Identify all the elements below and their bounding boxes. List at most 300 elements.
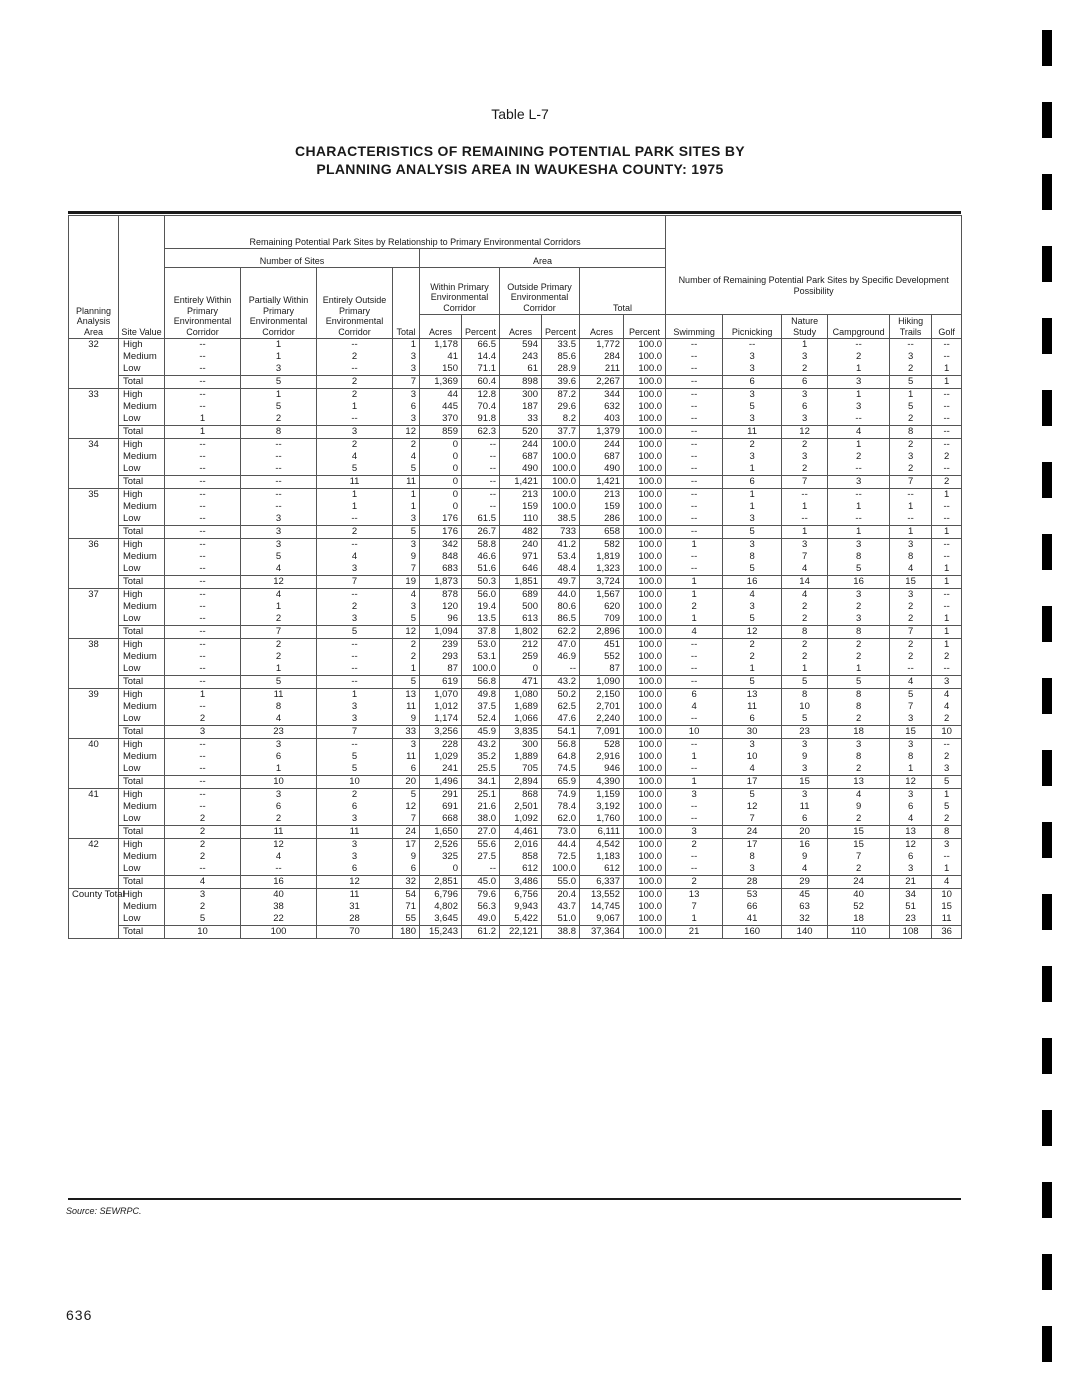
data-cell: 3 bbox=[317, 701, 393, 713]
planning-area-cell: 41 bbox=[69, 789, 119, 802]
data-cell: 71.1 bbox=[462, 363, 500, 376]
data-cell: 28.9 bbox=[542, 363, 580, 376]
data-cell: 10 bbox=[932, 726, 962, 739]
table-row bbox=[69, 789, 962, 802]
data-cell: 100.0 bbox=[624, 363, 666, 376]
data-cell: 78.4 bbox=[542, 801, 580, 813]
data-cell: -- bbox=[828, 413, 890, 426]
data-cell: 3 bbox=[782, 413, 828, 426]
data-cell: -- bbox=[890, 489, 932, 502]
data-cell: 36 bbox=[932, 926, 962, 939]
header-development-group: Number of Remaining Potential Park Sites by Specific Development Possibility bbox=[666, 216, 962, 315]
data-cell: 2 bbox=[666, 601, 723, 613]
data-cell: 1 bbox=[932, 639, 962, 652]
data-cell: 100.0 bbox=[542, 463, 580, 476]
data-cell: 0 bbox=[420, 476, 462, 489]
data-cell: -- bbox=[890, 513, 932, 526]
data-cell: -- bbox=[241, 863, 317, 876]
data-cell: 500 bbox=[500, 601, 542, 613]
data-cell: 6 bbox=[317, 863, 393, 876]
data-cell: -- bbox=[165, 551, 241, 563]
data-cell: 1 bbox=[828, 526, 890, 539]
data-cell: 100.0 bbox=[624, 576, 666, 589]
data-cell: 3 bbox=[393, 513, 420, 526]
data-cell: 9 bbox=[782, 751, 828, 763]
data-cell: 2 bbox=[932, 451, 962, 463]
data-cell: 33.5 bbox=[542, 339, 580, 352]
data-cell: 1 bbox=[782, 339, 828, 352]
data-cell: 1,760 bbox=[580, 813, 624, 826]
data-cell: 858 bbox=[500, 851, 542, 863]
margin-tick-mark bbox=[1042, 678, 1052, 714]
margin-tick-mark bbox=[1042, 462, 1052, 498]
planning-area-cell: 39 bbox=[69, 689, 119, 702]
data-cell: 3 bbox=[165, 889, 241, 902]
table-row bbox=[69, 851, 962, 863]
data-cell: 6 bbox=[241, 801, 317, 813]
data-cell: -- bbox=[317, 589, 393, 602]
planning-area-cell bbox=[69, 913, 119, 926]
data-cell: -- bbox=[165, 439, 241, 452]
data-cell: 7 bbox=[393, 563, 420, 576]
data-cell: 1 bbox=[723, 489, 782, 502]
data-cell: -- bbox=[666, 563, 723, 576]
data-cell: 14.4 bbox=[462, 351, 500, 363]
data-cell: 2 bbox=[932, 651, 962, 663]
data-cell: 1 bbox=[723, 463, 782, 476]
data-cell: 100.0 bbox=[624, 801, 666, 813]
data-cell: 80.6 bbox=[542, 601, 580, 613]
data-cell: 73.0 bbox=[542, 826, 580, 839]
data-cell: 51.6 bbox=[462, 563, 500, 576]
data-cell: 7 bbox=[723, 813, 782, 826]
data-cell: 10 bbox=[782, 701, 828, 713]
margin-tick-mark bbox=[1042, 1254, 1052, 1290]
table-row bbox=[69, 639, 962, 652]
table-body bbox=[69, 339, 962, 939]
data-cell: 451 bbox=[580, 639, 624, 652]
data-cell: 2 bbox=[890, 363, 932, 376]
data-cell: -- bbox=[932, 589, 962, 602]
data-cell: 47.0 bbox=[542, 639, 580, 652]
data-cell: 3 bbox=[723, 351, 782, 363]
data-cell: 43.2 bbox=[462, 739, 500, 752]
data-cell: 2 bbox=[165, 713, 241, 726]
data-cell: 19.4 bbox=[462, 601, 500, 613]
data-cell: 1 bbox=[932, 789, 962, 802]
data-cell: 8 bbox=[932, 826, 962, 839]
data-cell: 13 bbox=[890, 826, 932, 839]
data-cell: 34.1 bbox=[462, 776, 500, 789]
data-cell: 28 bbox=[723, 876, 782, 889]
data-cell: 582 bbox=[580, 539, 624, 552]
data-cell: 12 bbox=[317, 876, 393, 889]
data-cell: 45 bbox=[782, 889, 828, 902]
data-cell: 0 bbox=[420, 489, 462, 502]
data-cell: 3 bbox=[723, 389, 782, 402]
data-cell: 100.0 bbox=[624, 376, 666, 389]
data-cell: 7 bbox=[241, 626, 317, 639]
data-cell: 4 bbox=[393, 451, 420, 463]
data-cell: 2 bbox=[393, 639, 420, 652]
data-cell: 100.0 bbox=[624, 589, 666, 602]
data-cell: 2,150 bbox=[580, 689, 624, 702]
data-cell: 2 bbox=[890, 601, 932, 613]
data-cell: -- bbox=[165, 539, 241, 552]
data-cell: -- bbox=[666, 801, 723, 813]
data-cell: 64.8 bbox=[542, 751, 580, 763]
data-cell: 44.4 bbox=[542, 839, 580, 852]
site-value-cell: Medium bbox=[119, 801, 165, 813]
planning-area-cell bbox=[69, 726, 119, 739]
site-value-cell: Total bbox=[119, 926, 165, 939]
header-partially-within: Partially Within Primary Environmental Corridor bbox=[241, 268, 317, 339]
data-cell: 5 bbox=[723, 563, 782, 576]
data-cell: 620 bbox=[580, 601, 624, 613]
data-cell: 3,835 bbox=[500, 726, 542, 739]
data-cell: -- bbox=[666, 463, 723, 476]
data-cell: 100.0 bbox=[624, 389, 666, 402]
data-cell: -- bbox=[666, 863, 723, 876]
data-cell: 32 bbox=[393, 876, 420, 889]
data-cell: 7 bbox=[890, 701, 932, 713]
data-cell: 2 bbox=[890, 613, 932, 626]
site-value-cell: Total bbox=[119, 426, 165, 439]
data-cell: 11 bbox=[393, 751, 420, 763]
data-cell: 3 bbox=[828, 539, 890, 552]
data-cell: -- bbox=[666, 501, 723, 513]
planning-area-cell bbox=[69, 513, 119, 526]
site-value-cell: High bbox=[119, 639, 165, 652]
data-cell: -- bbox=[165, 676, 241, 689]
site-value-cell: High bbox=[119, 389, 165, 402]
data-cell: 100.0 bbox=[624, 713, 666, 726]
data-cell: 100.0 bbox=[542, 451, 580, 463]
planning-area-cell: 37 bbox=[69, 589, 119, 602]
data-cell: 5 bbox=[782, 676, 828, 689]
data-cell: 17 bbox=[723, 839, 782, 852]
data-cell: 23 bbox=[890, 913, 932, 926]
data-cell: 33 bbox=[500, 413, 542, 426]
data-cell: 2 bbox=[782, 363, 828, 376]
data-cell: -- bbox=[666, 363, 723, 376]
data-cell: -- bbox=[782, 489, 828, 502]
data-cell: 7,091 bbox=[580, 726, 624, 739]
data-cell: 1,567 bbox=[580, 589, 624, 602]
data-cell: 5 bbox=[165, 913, 241, 926]
data-cell: 15 bbox=[890, 576, 932, 589]
data-cell: 284 bbox=[580, 351, 624, 363]
data-cell: 58.8 bbox=[462, 539, 500, 552]
data-cell: 528 bbox=[580, 739, 624, 752]
data-cell: 2 bbox=[317, 439, 393, 452]
data-cell: 34 bbox=[890, 889, 932, 902]
data-cell: 12 bbox=[782, 426, 828, 439]
data-cell: 100.0 bbox=[624, 613, 666, 626]
page-number: 636 bbox=[66, 1307, 93, 1323]
margin-tick-mark bbox=[1042, 1038, 1052, 1074]
data-cell: 9 bbox=[782, 851, 828, 863]
planning-area-cell bbox=[69, 526, 119, 539]
data-cell: 2,894 bbox=[500, 776, 542, 789]
data-cell: 370 bbox=[420, 413, 462, 426]
data-cell: 1 bbox=[890, 389, 932, 402]
data-cell: 3 bbox=[317, 839, 393, 852]
data-cell: 3 bbox=[932, 676, 962, 689]
data-cell: 5 bbox=[828, 563, 890, 576]
data-cell: -- bbox=[932, 401, 962, 413]
data-cell: -- bbox=[666, 376, 723, 389]
data-cell: 2 bbox=[165, 826, 241, 839]
data-cell: 13 bbox=[666, 889, 723, 902]
data-cell: 21 bbox=[666, 926, 723, 939]
data-cell: 4 bbox=[932, 701, 962, 713]
data-cell: 1,066 bbox=[500, 713, 542, 726]
table-row bbox=[69, 876, 962, 889]
data-cell: 38 bbox=[241, 901, 317, 913]
data-cell: 2 bbox=[828, 651, 890, 663]
data-cell: 5,422 bbox=[500, 913, 542, 926]
data-cell: 24 bbox=[393, 826, 420, 839]
data-cell: 6,796 bbox=[420, 889, 462, 902]
site-value-cell: Total bbox=[119, 576, 165, 589]
data-cell: 12 bbox=[393, 801, 420, 813]
data-cell: 3 bbox=[782, 739, 828, 752]
data-cell: 100.0 bbox=[624, 751, 666, 763]
data-cell: 1 bbox=[317, 489, 393, 502]
data-cell: 1,070 bbox=[420, 689, 462, 702]
data-cell: 240 bbox=[500, 539, 542, 552]
data-cell: 187 bbox=[500, 401, 542, 413]
data-cell: 868 bbox=[500, 789, 542, 802]
data-cell: -- bbox=[165, 639, 241, 652]
data-cell: 11 bbox=[393, 701, 420, 713]
data-cell: 3 bbox=[317, 613, 393, 626]
data-cell: -- bbox=[241, 439, 317, 452]
data-cell: -- bbox=[317, 676, 393, 689]
header-percent: Percent bbox=[462, 315, 500, 339]
planning-area-cell bbox=[69, 776, 119, 789]
data-cell: 5 bbox=[890, 401, 932, 413]
data-cell: 2 bbox=[666, 876, 723, 889]
site-value-cell: High bbox=[119, 889, 165, 902]
data-cell: -- bbox=[165, 376, 241, 389]
data-cell: 1,178 bbox=[420, 339, 462, 352]
data-cell: 1 bbox=[828, 363, 890, 376]
data-cell: 3 bbox=[393, 601, 420, 613]
data-cell: 3 bbox=[890, 789, 932, 802]
data-cell: 51 bbox=[890, 901, 932, 913]
data-cell: 11 bbox=[317, 476, 393, 489]
data-cell: 5 bbox=[723, 676, 782, 689]
data-cell: -- bbox=[666, 851, 723, 863]
data-cell: 859 bbox=[420, 426, 462, 439]
data-cell: 28 bbox=[317, 913, 393, 926]
data-cell: 1,323 bbox=[580, 563, 624, 576]
data-cell: 0 bbox=[500, 663, 542, 676]
data-cell: 62.5 bbox=[542, 701, 580, 713]
site-value-cell: Total bbox=[119, 626, 165, 639]
data-cell: 0 bbox=[420, 463, 462, 476]
data-cell: 100.0 bbox=[624, 676, 666, 689]
planning-area-cell bbox=[69, 451, 119, 463]
table-row bbox=[69, 526, 962, 539]
data-cell: 11 bbox=[723, 701, 782, 713]
data-cell: 1 bbox=[666, 751, 723, 763]
data-cell: 20 bbox=[393, 776, 420, 789]
data-cell: 3 bbox=[890, 739, 932, 752]
data-cell: -- bbox=[241, 501, 317, 513]
data-cell: 5 bbox=[241, 401, 317, 413]
data-cell: -- bbox=[462, 439, 500, 452]
planning-area-cell bbox=[69, 851, 119, 863]
data-cell: 11 bbox=[317, 826, 393, 839]
data-cell: 22,121 bbox=[500, 926, 542, 939]
data-cell: 211 bbox=[580, 363, 624, 376]
data-cell: 5 bbox=[723, 401, 782, 413]
data-cell: 61.5 bbox=[462, 513, 500, 526]
data-cell: 55.6 bbox=[462, 839, 500, 852]
data-cell: 3 bbox=[890, 351, 932, 363]
data-cell: 1,029 bbox=[420, 751, 462, 763]
data-cell: 3 bbox=[723, 513, 782, 526]
data-cell: 1 bbox=[932, 526, 962, 539]
planning-area-cell bbox=[69, 401, 119, 413]
data-cell: 9 bbox=[393, 551, 420, 563]
data-cell: -- bbox=[165, 776, 241, 789]
table-row bbox=[69, 889, 962, 902]
data-cell: 4,802 bbox=[420, 901, 462, 913]
data-cell: 12 bbox=[393, 426, 420, 439]
data-cell: -- bbox=[317, 339, 393, 352]
data-cell: 5 bbox=[241, 676, 317, 689]
data-cell: 300 bbox=[500, 389, 542, 402]
site-value-cell: High bbox=[119, 739, 165, 752]
data-cell: 2 bbox=[241, 413, 317, 426]
data-cell: 100.0 bbox=[624, 401, 666, 413]
planning-area-cell bbox=[69, 613, 119, 626]
data-cell: 709 bbox=[580, 613, 624, 626]
data-cell: -- bbox=[165, 363, 241, 376]
data-cell: 2,016 bbox=[500, 839, 542, 852]
data-cell: 40 bbox=[241, 889, 317, 902]
data-cell: 1,889 bbox=[500, 751, 542, 763]
site-value-cell: Low bbox=[119, 663, 165, 676]
table-row bbox=[69, 389, 962, 402]
data-cell: 2 bbox=[932, 476, 962, 489]
data-cell: -- bbox=[932, 513, 962, 526]
data-cell: 1 bbox=[241, 763, 317, 776]
data-cell: -- bbox=[932, 539, 962, 552]
data-cell: -- bbox=[666, 513, 723, 526]
data-cell: 552 bbox=[580, 651, 624, 663]
data-cell: 3,192 bbox=[580, 801, 624, 813]
data-cell: 2 bbox=[828, 601, 890, 613]
table-row bbox=[69, 751, 962, 763]
margin-tick-mark bbox=[1042, 966, 1052, 1002]
data-cell: 3 bbox=[782, 539, 828, 552]
data-cell: 7 bbox=[317, 576, 393, 589]
data-cell: 4 bbox=[165, 876, 241, 889]
data-cell: 66 bbox=[723, 901, 782, 913]
data-cell: 7 bbox=[890, 626, 932, 639]
data-cell: -- bbox=[666, 676, 723, 689]
data-cell: 2 bbox=[165, 813, 241, 826]
data-cell: 53.0 bbox=[462, 639, 500, 652]
data-cell: 2 bbox=[890, 463, 932, 476]
table-row bbox=[69, 476, 962, 489]
data-cell: 0 bbox=[420, 501, 462, 513]
data-cell: -- bbox=[165, 576, 241, 589]
data-cell: 1,183 bbox=[580, 851, 624, 863]
data-cell: 38.0 bbox=[462, 813, 500, 826]
data-cell: 50.2 bbox=[542, 689, 580, 702]
data-cell: 6 bbox=[666, 689, 723, 702]
data-cell: -- bbox=[932, 601, 962, 613]
data-cell: 100.0 bbox=[624, 813, 666, 826]
data-cell: -- bbox=[666, 413, 723, 426]
data-cell: 8 bbox=[782, 626, 828, 639]
data-cell: 4 bbox=[723, 763, 782, 776]
data-cell: 25.1 bbox=[462, 789, 500, 802]
data-cell: 3 bbox=[241, 363, 317, 376]
data-cell: 12 bbox=[890, 839, 932, 852]
data-cell: -- bbox=[828, 339, 890, 352]
data-cell: -- bbox=[828, 513, 890, 526]
data-cell: 100.0 bbox=[624, 739, 666, 752]
data-cell: 4 bbox=[241, 713, 317, 726]
data-cell: -- bbox=[666, 389, 723, 402]
data-cell: 683 bbox=[420, 563, 462, 576]
data-cell: 2,526 bbox=[420, 839, 462, 852]
data-cell: 46.6 bbox=[462, 551, 500, 563]
data-cell: 1 bbox=[317, 689, 393, 702]
data-cell: 1 bbox=[317, 501, 393, 513]
data-cell: 687 bbox=[580, 451, 624, 463]
data-cell: 4 bbox=[241, 563, 317, 576]
data-cell: 342 bbox=[420, 539, 462, 552]
data-cell: 7 bbox=[393, 376, 420, 389]
data-cell: -- bbox=[782, 513, 828, 526]
data-cell: -- bbox=[165, 626, 241, 639]
data-cell: 10 bbox=[241, 776, 317, 789]
data-cell: 1 bbox=[241, 389, 317, 402]
data-cell: -- bbox=[462, 863, 500, 876]
data-cell: 3 bbox=[890, 863, 932, 876]
table-row bbox=[69, 339, 962, 352]
data-cell: 8.2 bbox=[542, 413, 580, 426]
data-cell: 3 bbox=[241, 513, 317, 526]
planning-area-cell: 32 bbox=[69, 339, 119, 352]
data-cell: 49.8 bbox=[462, 689, 500, 702]
data-cell: 1 bbox=[890, 501, 932, 513]
table-row bbox=[69, 726, 962, 739]
header-hiking-trails: Hiking Trails bbox=[890, 315, 932, 339]
data-cell: 70 bbox=[317, 926, 393, 939]
data-cell: 100.0 bbox=[624, 463, 666, 476]
data-cell: -- bbox=[165, 401, 241, 413]
data-cell: 2 bbox=[782, 651, 828, 663]
table-row bbox=[69, 539, 962, 552]
data-cell: -- bbox=[932, 739, 962, 752]
data-cell: 15 bbox=[828, 839, 890, 852]
data-cell: 87 bbox=[420, 663, 462, 676]
planning-area-cell: 36 bbox=[69, 539, 119, 552]
table-row bbox=[69, 613, 962, 626]
table-title-line-1: CHARACTERISTICS OF REMAINING POTENTIAL PARK SITES BY bbox=[295, 143, 745, 159]
data-cell: -- bbox=[165, 651, 241, 663]
data-cell: 43.2 bbox=[542, 676, 580, 689]
